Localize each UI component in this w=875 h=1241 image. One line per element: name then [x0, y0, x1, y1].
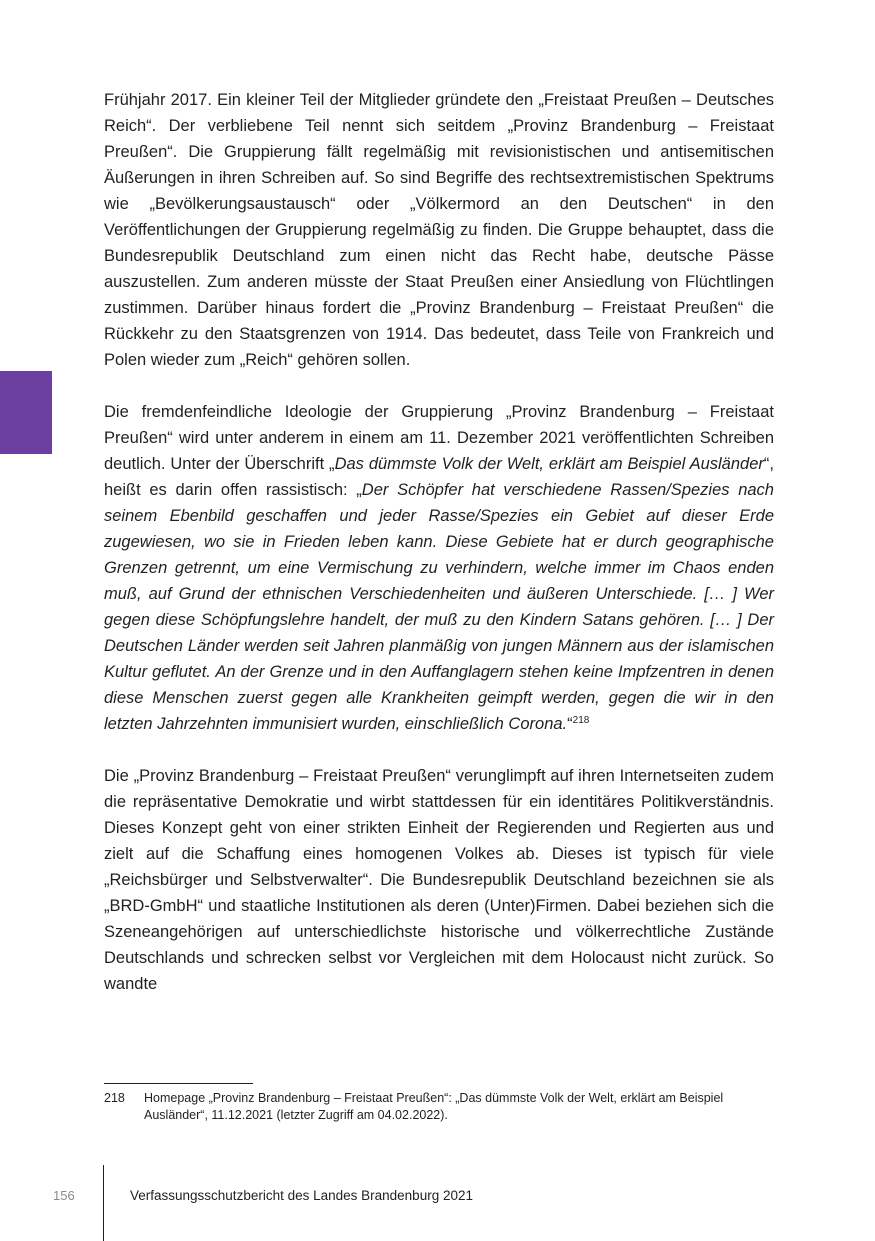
- footnote-divider: [104, 1083, 253, 1084]
- paragraph-1: Frühjahr 2017. Ein kleiner Teil der Mitglieder gründete den „Freistaat Preußen – Deutsches Reich“. Der verbliebene Teil nennt sich seitdem „Provinz Brandenburg – Freistaat Preußen“. Die Gruppierung fällt regelmäßig mit revisionistischen und antisemitischen Äußerungen in ihren Schreiben auf. So sind Begriffe des rechtsextremistischen Spektrums wie „Bevölkerungsaustausch“ oder „Völkermord an den Deutschen“ in den Veröffentlichungen der Gruppierung regelmäßig zu finden. Die Gruppe behauptet, dass die Bundesrepublik Deutschland zum einen nicht das Recht habe, deutsche Pässe auszustellen. Zum anderen müsste der Staat Preußen einer Ansiedlung von Flüchtlingen zustimmen. Darüber hinaus fordert die „Provinz Brandenburg – Freistaat Preußen“ die Rückkehr zu den Staatsgrenzen von 1914. Das bedeutet, dass Teile von Frankreich und Polen wieder zum „Reich“ gehören sollen.: [104, 91, 774, 369]
- quoted-passage: Der Schöpfer hat verschiedene Rassen/Spezies nach seinem Ebenbild geschaffen und jeder Rasse/Spezies ein Gebiet auf dieser Erde zugewiesen, wo sie in Frieden leben kann. Diese Gebiete hat er durch geographische Grenzen getrennt, um eine Vermischung zu verhindern, welche immer im Chaos enden muß, auf Grund der ethnischen Verschiedenheiten und äußeren Unterschiede. [… ] Wer gegen diese Schöpfungslehre handelt, der muß zu den Kindern Satans gehören. [… ] Der Deutschen Länder werden seit Jahren planmäßig von jungen Männern aus der islamischen Kultur geflutet. An der Grenze und in den Auffanglagern stehen keine Impfzentren in denen diese Menschen zuerst gegen alle Krankheiten geimpft werden, gegen die wir in den letzten Jahrzehnten immunisiert wurden, einschließlich Corona.: [104, 481, 774, 733]
- paragraph-2: [104, 399, 774, 737]
- chapter-tab-marker: [0, 371, 52, 454]
- footnote: [104, 1090, 774, 1123]
- footer-divider: [103, 1165, 104, 1241]
- paragraph-2-end: “: [567, 715, 573, 733]
- footnote-number: 218: [104, 1091, 125, 1105]
- footer-title: Verfassungsschutzbericht des Landes Brandenburg 2021: [130, 1188, 473, 1203]
- page-number: 156: [53, 1188, 75, 1203]
- page-body: [104, 87, 774, 1023]
- paragraph-2-intro: Die fremdenfeindliche Ideologie der Gruppierung „Provinz Brandenburg – Freistaat Preußen“ wird unter anderem in einem am 11. Dezember 2021 veröffentlichten Schreiben deutlich. Unter der Überschrift „: [104, 403, 774, 473]
- paragraph-3: Die „Provinz Brandenburg – Freistaat Preußen“ verunglimpft auf ihren Internetseiten zudem die repräsentative Demokratie und wirbt stattdessen für ein identitäres Politikverständnis. Dieses Konzept geht von einer strikten Einheit der Regierenden und Regierten aus und zielt auf die Schaffung eines homogenen Volkes ab. Dieses ist typisch für viele „Reichsbürger und Selbstverwalter“. Die Bundesrepublik Deutschland bezeichnen sie als „BRD-GmbH“ und staatliche Institutionen als deren (Unter)Firmen. Dabei beziehen sich die Szeneangehörigen auf unterschiedlichste historische und völkerrechtliche Zustände Deutschlands und schrecken selbst vor Vergleichen mit dem Holocaust nicht zurück. So wandte: [104, 767, 774, 993]
- quoted-title: Das dümmste Volk der Welt, erklärt am Beispiel Ausländer: [334, 455, 764, 473]
- paragraph-2-middle: “, heißt es darin offen rassistisch: „: [104, 455, 774, 499]
- footnote-reference[interactable]: 218: [572, 715, 590, 726]
- footnote-text: Homepage „Provinz Brandenburg – Freistaat Preußen“: „Das dümmste Volk der Welt, erklärt am Beispiel Ausländer“, 11.12.2021 (letzter Zugriff am 04.02.2022).: [144, 1091, 724, 1122]
